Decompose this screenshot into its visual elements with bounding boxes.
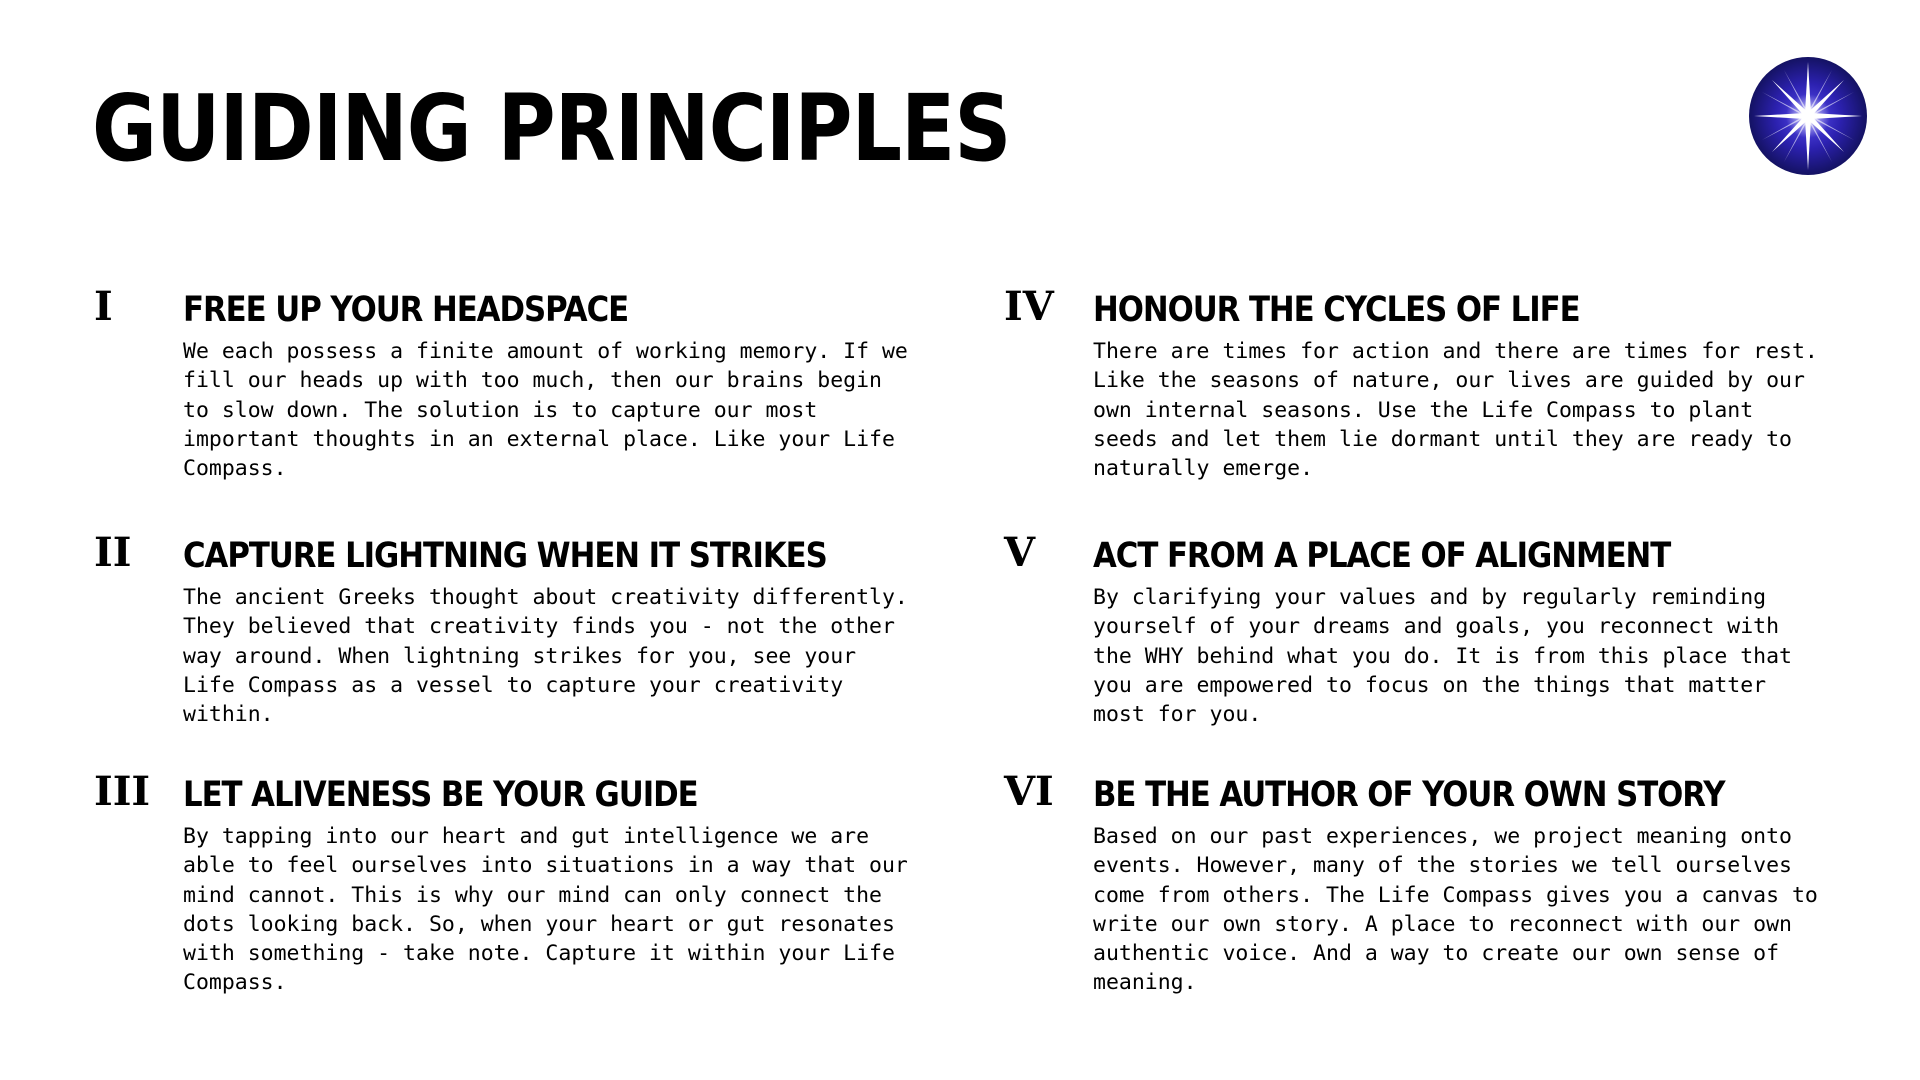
principle-body: By tapping into our heart and gut intelligence we are able to feel ourselves into situations in a way that our mind cannot. This is why our mind can only connect the dots looking back. So, when your heart or gut resonates with something - take note. Capture it within your Life Compass. <box>183 824 908 996</box>
principle-body: The ancient Greeks thought about creativity differently. They believed that creativity finds you - not the other way around. When lightning strikes for you, see your Life Compass as a vessel to capture your creativity within. <box>183 585 908 728</box>
principle-body: We each possess a finite amount of working memory. If we fill our heads up with too much, then our brains begin to slow down. The solution is to capture our most important thoughts in an external place. Like your Life Compass. <box>183 339 908 482</box>
principle-heading: FREE UP YOUR HEADSPACE <box>183 290 629 330</box>
page-title: GUIDING PRINCIPLES <box>92 75 1011 182</box>
principle-numeral: I <box>94 283 113 330</box>
principle-heading: CAPTURE LIGHTNING WHEN IT STRIKES <box>183 536 827 576</box>
principle-heading: BE THE AUTHOR OF YOUR OWN STORY <box>1093 775 1725 815</box>
principle-numeral: III <box>94 768 151 815</box>
principle-heading: ACT FROM A PLACE OF ALIGNMENT <box>1093 536 1671 576</box>
compass-star-icon <box>1748 56 1868 176</box>
principle-body: By clarifying your values and by regularly reminding yourself of your dreams and goals, you reconnect with the WHY behind what you do. It is from this place that you are empowered to focus on the things that matter most for you. <box>1093 585 1792 728</box>
principle-heading: HONOUR THE CYCLES OF LIFE <box>1093 290 1580 330</box>
principle-heading: LET ALIVENESS BE YOUR GUIDE <box>183 775 698 815</box>
principle-numeral: II <box>94 529 132 576</box>
principle-numeral: VI <box>1004 768 1054 815</box>
principle-body: There are times for action and there are times for rest. Like the seasons of nature, our lives are guided by our own internal seasons. Use the Life Compass to plant seeds and let them lie dormant until they are ready to naturally emerge. <box>1093 339 1818 482</box>
principle-numeral: IV <box>1004 283 1054 330</box>
principle-numeral: V <box>1004 529 1036 576</box>
principle-body: Based on our past experiences, we project meaning onto events. However, many of the stories we tell ourselves come from others. The Life Compass gives you a canvas to write our own story. A place to reconnect with our own authentic voice. And a way to create our own sense of meaning. <box>1093 824 1818 996</box>
